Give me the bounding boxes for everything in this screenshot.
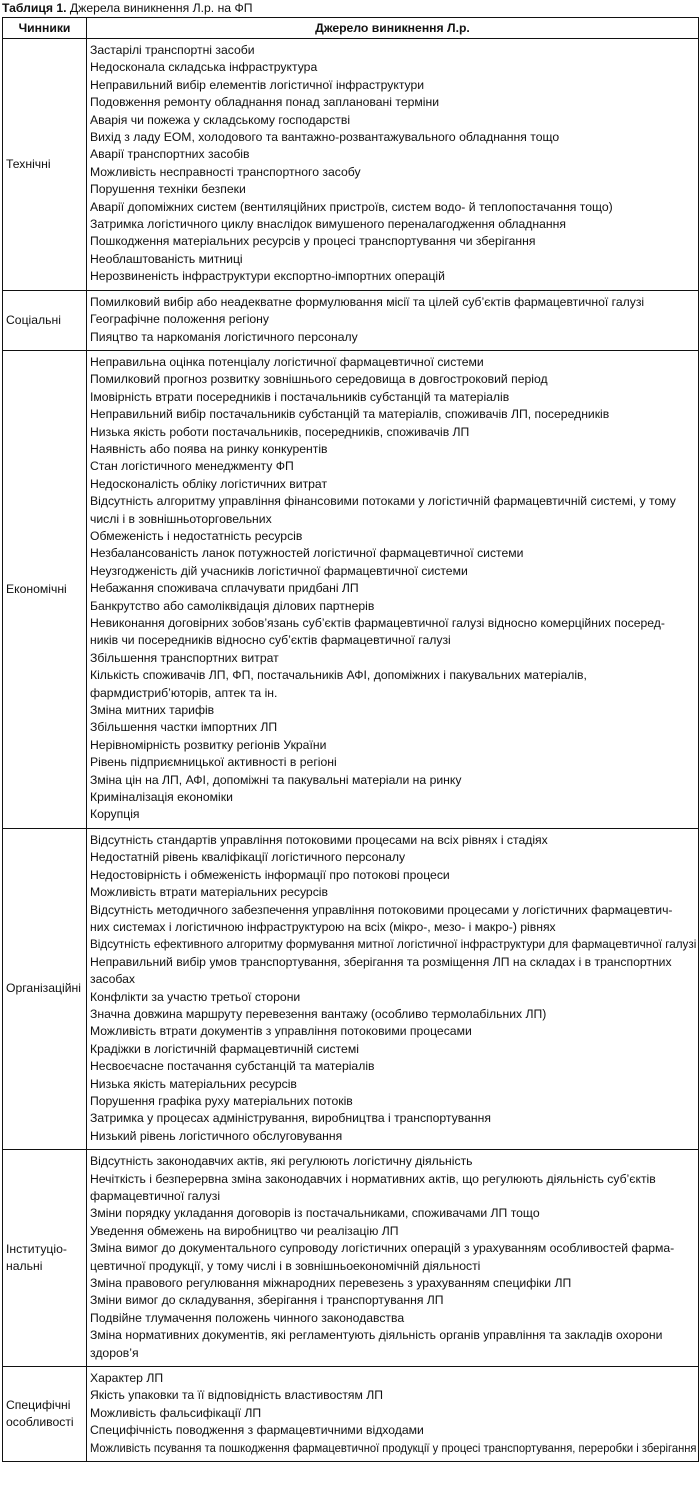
risk-source-line: Можливість втрати документів з управління потоковими процесами xyxy=(90,1024,472,1039)
risk-source-line: Зміни вимог до складування, зберігання і транспортування ЛП xyxy=(90,1293,444,1308)
risk-source-line: Можливість несправності транспортного засобу xyxy=(90,164,361,179)
category-line: особливості xyxy=(6,1415,74,1430)
risk-source-line: Збільшення частки імпортних ЛП xyxy=(90,720,278,735)
factor-category xyxy=(3,1367,87,1462)
table-row xyxy=(3,1367,699,1462)
risk-source-line: Неправильний вибір умов транспортування, зберігання та розміщення ЛП на складах і в транспортних xyxy=(90,954,672,969)
table-row xyxy=(3,350,699,828)
risk-source-line: Зміна цін на ЛП, АФІ, допоміжні та пакувальні матеріали на ринку xyxy=(90,772,462,787)
risk-source-line: Порушення техніки безпеки xyxy=(90,182,246,197)
risk-source-line: Несвоєчасне постачання субстанцій та матеріалів xyxy=(90,1059,375,1074)
risk-source-line: Необлаштованість митниці xyxy=(90,251,243,266)
risk-sources-cell xyxy=(87,290,699,350)
risk-source-line: Неправильна оцінка потенціалу логістичної фармацевтичної системи xyxy=(90,354,484,369)
table-row xyxy=(3,828,699,1149)
risk-source-line: Помилковий прогноз розвитку зовнішнього середовища в довгостроковий період xyxy=(90,372,548,387)
table-row xyxy=(3,1150,699,1367)
risk-source-line: Неправильний вибір елементів логістичної інфраструктури xyxy=(90,77,425,92)
risk-source-line: Можливість фальсифікації ЛП xyxy=(90,1405,262,1420)
table-body xyxy=(3,39,699,1462)
risk-source-line: Специфічність поводження з фармацевтичними відходами xyxy=(90,1423,424,1438)
risk-source-line: Крадіжки в логістичній фармацевтичній системі xyxy=(90,1041,359,1056)
category-line: Інституціо- xyxy=(6,1241,67,1256)
risk-source-line: Недостатній рівень кваліфікації логістичного персоналу xyxy=(90,850,406,865)
risk-source-line: них системах і логістичною інфраструктурою на всіх (мікро-, мезо- і макро-) рівнях xyxy=(90,919,556,934)
category-line: Специфічні xyxy=(6,1397,71,1412)
risk-source-line: Географічне положення регіону xyxy=(90,312,270,327)
risk-source-line: Пошкодження матеріальних ресурсів у процесі транспортування чи зберігання xyxy=(90,234,536,249)
risk-source-line: Аварії допоміжних систем (вентиляційних пристроїв, систем водо- й теплопостачання тощо) xyxy=(90,199,613,214)
table-header-row xyxy=(3,18,699,39)
risk-source-line: Відсутність стандартів управління потоковими процесами на всіх рівнях і стадіях xyxy=(90,832,548,847)
category-line: Економічні xyxy=(6,581,67,596)
risk-source-line: ників чи посередників відносно суб’єктів фармацевтичної галузі xyxy=(90,633,451,648)
risk-source-line: Криміналізація економіки xyxy=(90,790,233,805)
factor-category xyxy=(3,39,87,291)
risk-source-line: Корупція xyxy=(90,807,140,822)
risk-source-line: Затримка логістичного циклу внаслідок вимушеного переналагодження обладнання xyxy=(90,217,566,232)
risk-source-line: Зміна митних тарифів xyxy=(90,703,215,718)
risk-source-line: Застарілі транспортні засоби xyxy=(90,43,255,57)
risk-sources-cell xyxy=(87,1367,699,1462)
risk-source-line: Порушення графіка руху матеріальних потоків xyxy=(90,1093,353,1108)
risk-source-line: Зміна вимог до документального супроводу логістичних операцій з урахуванням особливостей фарма- xyxy=(90,1241,675,1256)
risk-source-line: Аварія чи пожежа у складському господарстві xyxy=(90,112,351,127)
risk-source-line: Пияцтво та наркоманія логістичного персоналу xyxy=(90,329,358,344)
risk-source-line: числі і в зовнішньоторговельних xyxy=(90,511,272,526)
risk-sources-cell xyxy=(87,39,699,291)
risk-source-line: Затримка у процесах адміністрування, виробництва і транспортування xyxy=(90,1111,491,1126)
risk-sources-cell xyxy=(87,350,699,828)
risk-source-line: Обмеженість і недостатність ресурсів xyxy=(90,528,303,543)
header-source: Джерело виникнення Л.р. xyxy=(87,18,699,39)
risk-source-line: Недосконалість обліку логістичних витрат xyxy=(90,476,328,491)
risk-source-line: Зміна нормативних документів, які регламентують діяльність органів управління та закладів охорони xyxy=(90,1328,663,1343)
risk-source-line: Збільшення транспортних витрат xyxy=(90,650,279,665)
risk-source-line: Неправильний вибір постачальників субстанцій та матеріалів, споживачів ЛП, посередників xyxy=(90,407,610,422)
category-line: Організаційні xyxy=(6,981,81,996)
risk-source-line: Банкрутство або самоліквідація ділових партнерів xyxy=(90,598,375,613)
risk-sources-table xyxy=(2,17,699,1462)
category-line: нальні xyxy=(6,1259,43,1274)
risk-source-line: фармдистриб’юторів, аптек та ін. xyxy=(90,685,278,700)
factor-category xyxy=(3,1150,87,1367)
risk-source-line: Значна довжина маршруту перевезення вантажу (особливо термолабільних ЛП) xyxy=(90,1006,547,1021)
risk-source-line: Помилковий вибір або неадекватне формулювання місії та цілей суб’єктів фармацевтичної галузі xyxy=(90,294,645,309)
risk-source-line: Вихід з ладу ЕОМ, холодового та вантажно-розвантажувального обладнання тощо xyxy=(90,130,560,145)
risk-source-line: Конфлікти за участю третьої сторони xyxy=(90,989,301,1004)
factor-category xyxy=(3,350,87,828)
risk-source-line: Нечіткість і безперервна зміна законодавчих і нормативних актів, що регулюють діяльність суб’єктів xyxy=(90,1171,656,1186)
factor-category xyxy=(3,290,87,350)
risk-source-line: Незбалансованість ланок потужностей логістичної фармацевтичної системи xyxy=(90,546,524,561)
table-row xyxy=(3,39,699,291)
header-factors: Чинники xyxy=(3,18,87,39)
risk-source-line: Нерівномірність розвитку регіонів України xyxy=(90,737,327,752)
risk-sources-cell xyxy=(87,828,699,1149)
risk-source-line: здоров’я xyxy=(90,1345,139,1360)
risk-source-line: Подовження ремонту обладнання понад заплановані терміни xyxy=(90,95,439,110)
risk-source-line: Відсутність методичного забезпечення управління потоковими процесами у логістичних фармацевтич- xyxy=(90,902,673,917)
risk-source-line: Зміни порядку укладання договорів із постачальниками, споживачами ЛП тощо xyxy=(90,1206,540,1221)
risk-source-line: Характер ЛП xyxy=(90,1371,164,1386)
risk-source-line: Низька якість матеріальних ресурсів xyxy=(90,1076,297,1091)
risk-source-line: Невиконання договірних зобов’язань суб’єктів фармацевтичної галузі відносно комерційних посеред- xyxy=(90,616,665,630)
risk-source-line: Неузгодженість дій учасників логістичної фармацевтичної системи xyxy=(90,563,468,578)
table-row xyxy=(3,290,699,350)
risk-sources-cell xyxy=(87,1150,699,1367)
risk-source-line: Відсутність ефективного алгоритму формування митної логістичної інфраструктури для фармацевтичної галузі xyxy=(90,937,697,952)
risk-source-line: Можливість псування та пошкодження фармацевтичної продукції у процесі транспортування, переробки і зберігання xyxy=(90,1440,697,1455)
risk-source-line: засобах xyxy=(90,972,135,987)
risk-source-line: Низький рівень логістичного обслуговування xyxy=(90,1128,343,1143)
risk-source-line: Відсутність законодавчих актів, які регулюють логістичну діяльність xyxy=(90,1154,473,1169)
risk-source-line: Небажання споживача сплачувати придбані ЛП xyxy=(90,581,359,596)
risk-source-line: Стан логістичного менеджменту ФП xyxy=(90,459,294,474)
risk-source-line: Рівень підприємницької активності в регіоні xyxy=(90,755,337,770)
risk-source-line: Відсутність алгоритму управління фінансовими потоками у логістичній фармацевтичній системі, у тому xyxy=(90,494,676,509)
category-line: Соціальні xyxy=(6,312,61,327)
table-caption xyxy=(2,1,253,15)
risk-source-line: Нерозвиненість інфраструктури експортно-імпортних операцій xyxy=(90,269,445,284)
risk-source-line: Якість упаковки та її відповідність властивостям ЛП xyxy=(90,1388,384,1403)
risk-source-line: Недосконала складська інфраструктура xyxy=(90,60,318,75)
risk-source-line: Можливість втрати матеріальних ресурсів xyxy=(90,885,328,900)
risk-source-line: фармацевтичної галузі xyxy=(90,1189,221,1203)
risk-source-line: Наявність або поява на ринку конкурентів xyxy=(90,441,328,456)
risk-source-line: Подвійне тлумачення положень чинного законодавства xyxy=(90,1310,405,1325)
risk-source-line: Аварії транспортних засобів xyxy=(90,147,250,162)
risk-source-line: Кількість споживачів ЛП, ФП, постачальників АФІ, допоміжних і пакувальних матеріалів, xyxy=(90,668,587,683)
risk-source-line: Недостовірність і обмеженість інформації про потокові процеси xyxy=(90,867,450,882)
risk-source-line: цевтичної продукції, у тому числі і в зовнішньоекономічній діяльності xyxy=(90,1258,481,1273)
risk-source-line: Імовірність втрати посередників і постачальників субстанцій та матеріалів xyxy=(90,389,510,404)
risk-source-line: Уведення обмежень на виробництво чи реалізацію ЛП xyxy=(90,1223,399,1238)
risk-source-line: Низька якість роботи постачальників, посередників, споживачів ЛП xyxy=(90,424,470,439)
caption-label: Таблиця 1. xyxy=(2,1,67,15)
caption-text: Джерела виникнення Л.р. на ФП xyxy=(66,1,253,15)
risk-source-line: Зміна правового регулювання міжнародних перевезень з урахуванням специфіки ЛП xyxy=(90,1276,572,1291)
factor-category xyxy=(3,828,87,1149)
category-line: Технічні xyxy=(6,156,51,171)
